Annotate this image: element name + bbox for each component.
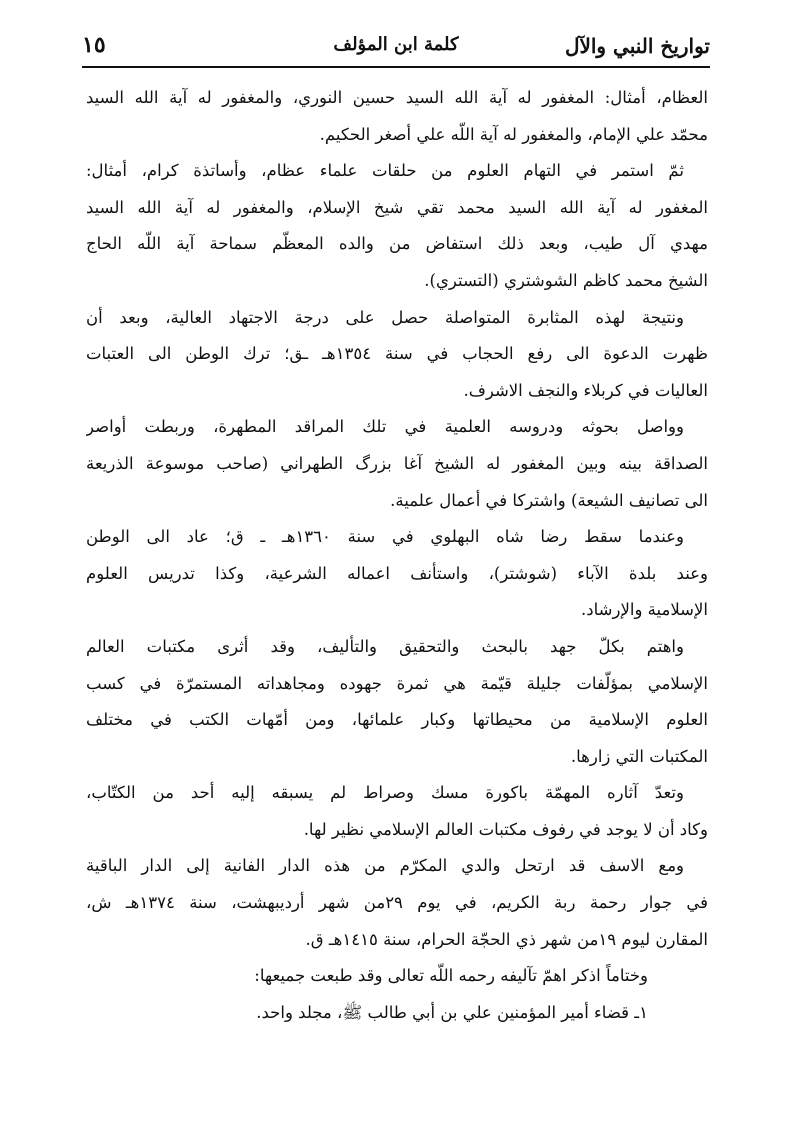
text-line: ظهرت الدعوة الى رفع الحجاب في سنة ١٣٥٤هـ ـق؛ ترك الوطن الى العتبات xyxy=(86,344,708,364)
text-line: العاليات في كربلاء والنجف الاشرف. xyxy=(463,380,708,400)
text-line: محمّد علي الإمام، والمغفور له آية اللّه علي أصغر الحكيم. xyxy=(319,124,708,144)
text-line: ١ـ قضاء أمير المؤمنين علي بن أبي طالب ﷺ، مجلد واحد. xyxy=(256,1002,648,1022)
text-line: ونتيجة لهذه المثابرة المتواصلة حصل على درجة الاجتهاد العالية، وبعد أن xyxy=(86,307,684,327)
text-line: مهدي آل طيب، وبعد ذلك استفاض من والده المعظّم سماحة آية اللّه الحاج xyxy=(86,234,708,254)
header-rule xyxy=(82,66,710,68)
text-line: المكتبات التي زارها. xyxy=(570,746,708,766)
section-title: كلمة ابن المؤلف xyxy=(333,34,459,55)
text-line: الشيخ محمد كاظم الشوشتري (التستري). xyxy=(424,270,708,290)
text-line: وواصل بحوثه ودروسه العلمية في تلك المراقد المطهرة، وربطت أواصر xyxy=(86,417,684,437)
text-line: واهتم بكلّ جهد بالبحث والتحقيق والتأليف، وقد أثرى مكتبات العالم xyxy=(86,636,684,656)
body-text xyxy=(86,80,708,1031)
text-line: في جوار رحمة ربة الكريم، في يوم ٢٩من شهر أرديبهشت، سنة ١٣٧٤هـ ش، xyxy=(86,893,708,913)
text-line: الصداقة بينه وبين المغفور له الشيخ آغا بزرگ الطهراني (صاحب موسوعة الذريعة xyxy=(86,453,708,473)
text-line: المقارن ليوم ١٩من شهر ذي الحجّة الحرام، سنة ١٤١٥هـ ق. xyxy=(305,929,708,949)
text-line: ثمّ استمر في التهام العلوم من حلقات علماء عظام، وأساتذة كرام، أمثال: xyxy=(86,161,684,181)
text-line: وعندما سقط رضا شاه البهلوي في سنة ١٣٦٠هـ ـ ق؛ عاد الى الوطن xyxy=(86,527,684,547)
text-line: وعند بلدة الآباء (شوشتر)، واستأنف اعماله الشرعية، وكذا تدريس العلوم xyxy=(86,563,708,583)
text-line: العلوم الإسلامية من محيطاتها وكبار علمائها، ومن أمّهات الكتب في مختلف xyxy=(86,710,708,730)
text-line: الى تصانيف الشيعة) واشتركا في أعمال علمية. xyxy=(390,490,708,510)
text-line: الإسلامية والإرشاد. xyxy=(581,600,708,620)
text-line: المغفور له آية الله السيد محمد تقي شيخ الإسلام، والمغفور له آية الله السيد xyxy=(86,197,708,217)
text-line: العظام، أمثال: المغفور له آية الله السيد حسين النوري، والمغفور له آية الله السيد xyxy=(86,88,708,107)
page-number: ١٥ xyxy=(82,32,106,58)
text-line: وختاماً اذكر اهمّ تآليفه رحمه اللّه تعالى وقد طبعت جميعها: xyxy=(254,966,648,986)
text-line: الإسلامي بمؤلّفات جليلة قيّمة هي ثمرة جهوده ومجاهداته المستمرّة في كسب xyxy=(86,673,708,693)
text-line: ومع الاسف قد ارتحل والدي المكرّم من هذه الدار الفانية إلى الدار الباقية xyxy=(86,856,684,876)
text-line: وتعدّ آثاره المهمّة باكورة مسك وصراط لم يسبقه إليه أحد من الكتّاب، xyxy=(86,783,684,803)
text-line: وكاد أن لا يوجد في رفوف مكتبات العالم الإسلامي نظير لها. xyxy=(303,819,708,839)
book-title: تواريخ النبي والآل xyxy=(564,34,710,58)
running-header xyxy=(82,28,710,64)
